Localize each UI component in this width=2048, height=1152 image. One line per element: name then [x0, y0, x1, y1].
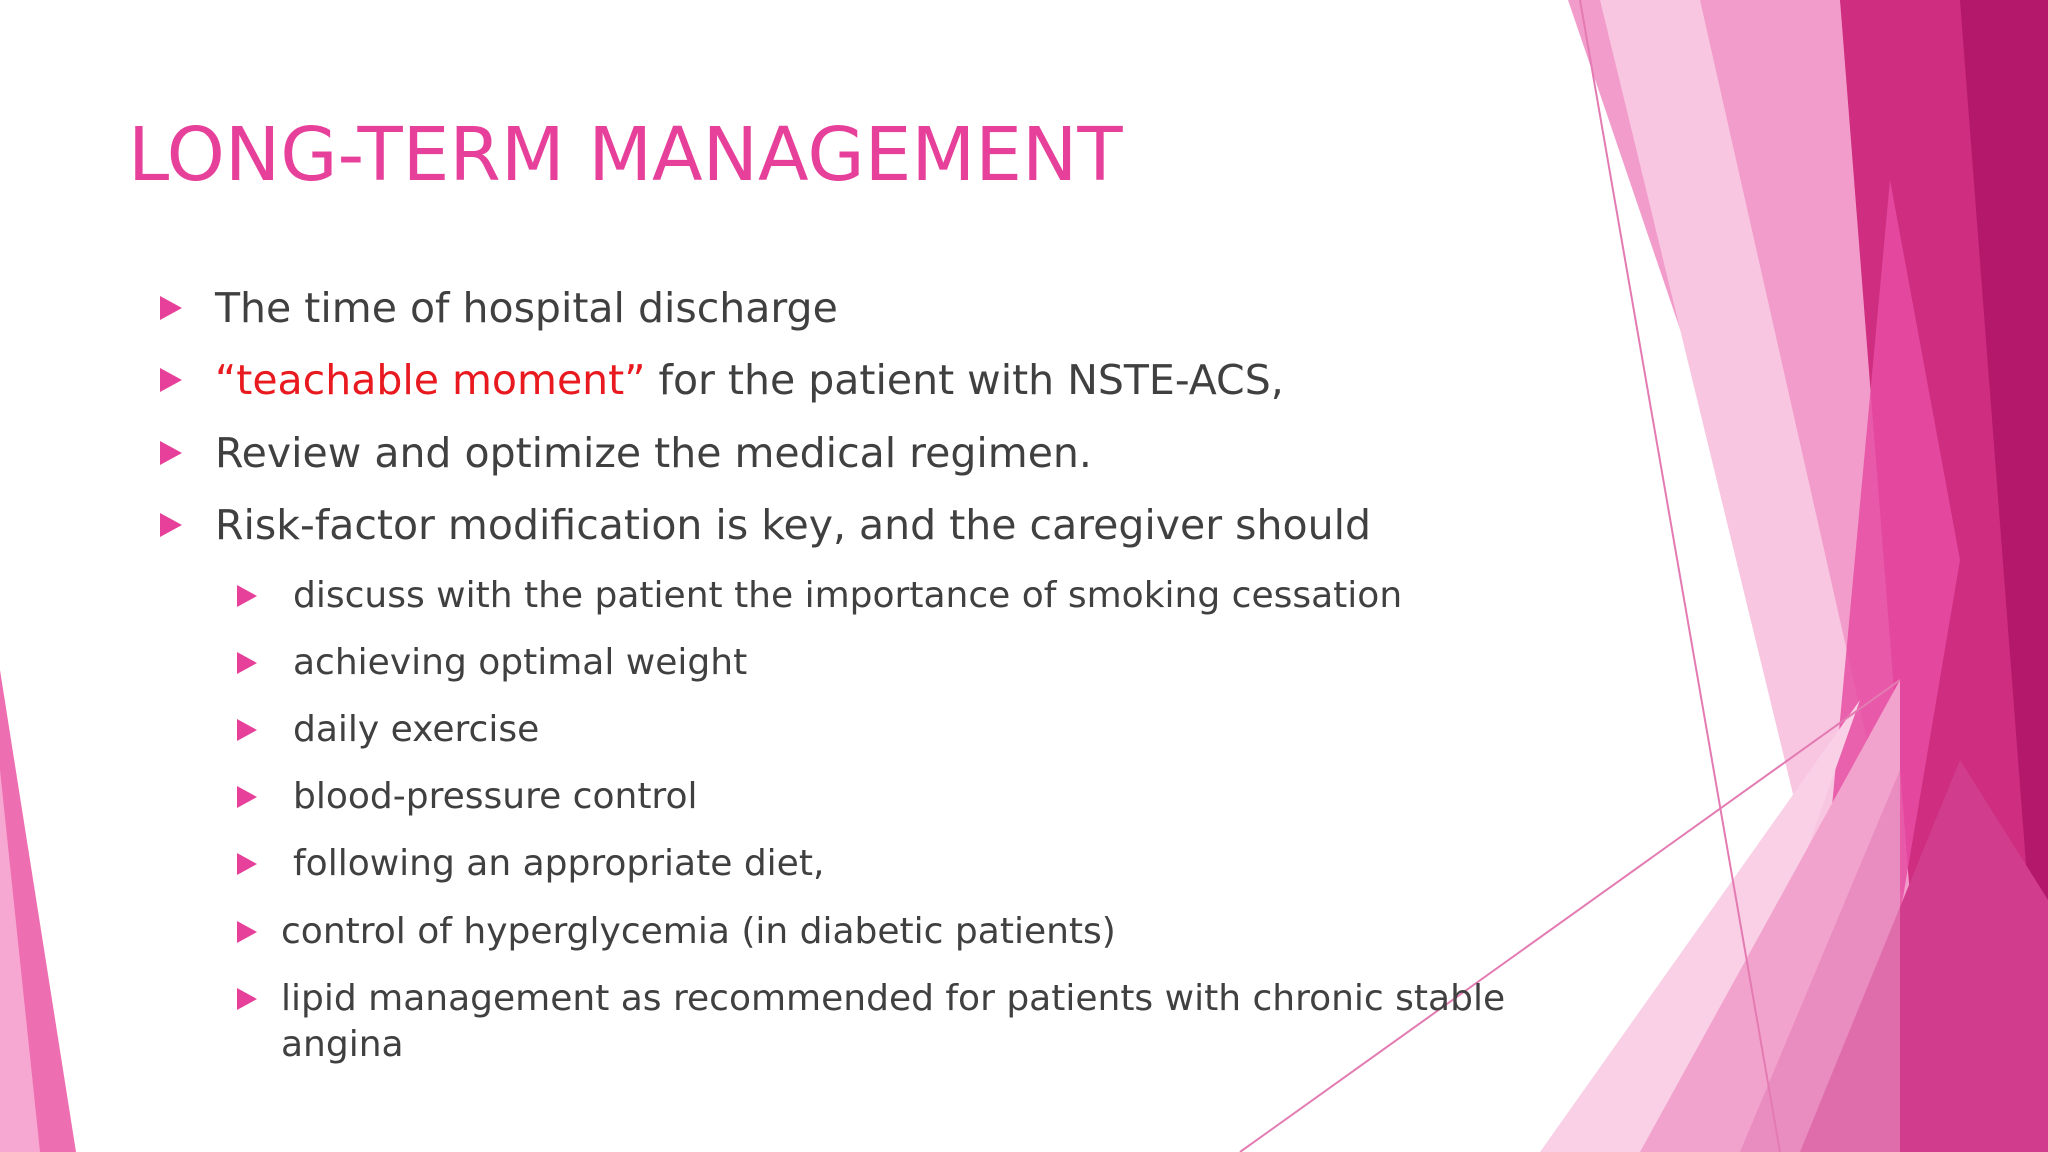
bullet-item: [160, 500, 1371, 550]
arrow-bullet-icon: [237, 988, 257, 1010]
arrow-bullet-icon: [237, 853, 257, 875]
sub-bullet-item: [237, 976, 1505, 1068]
sub-bullet-text: achieving optimal weight: [293, 642, 748, 683]
arrow-bullet-icon: [160, 368, 182, 392]
arrow-bullet-icon: [160, 513, 182, 537]
sub-bullet-item: [237, 707, 539, 753]
bullet-text-rest: for the patient with NSTE-ACS,: [645, 356, 1284, 404]
sub-bullet-text: lipid management as recommended for patients with chronic stable: [281, 978, 1506, 1019]
bullet-text: Risk-factor modification is key, and the caregiver should: [215, 501, 1372, 549]
sub-bullet-text: blood-pressure control: [293, 776, 698, 817]
slide-title: LONG-TERM MANAGEMENT: [128, 112, 1123, 198]
arrow-bullet-icon: [237, 652, 257, 674]
bullet-text: The time of hospital discharge: [215, 284, 838, 332]
arrow-bullet-icon: [237, 921, 257, 943]
sub-bullet-item: [237, 774, 697, 820]
bullet-item: [160, 355, 1284, 405]
bullet-text: Review and optimize the medical regimen.: [215, 429, 1092, 477]
sub-bullet-text: discuss with the patient the importance of smoking cessation: [293, 575, 1403, 616]
sub-bullet-text-continuation: angina: [281, 1024, 404, 1065]
arrow-bullet-icon: [160, 296, 182, 320]
sub-bullet-text-block: [281, 976, 1505, 1068]
sub-bullet-text: control of hyperglycemia (in diabetic patients): [281, 911, 1116, 952]
sub-bullet-text: following an appropriate diet,: [293, 843, 825, 884]
arrow-bullet-icon: [237, 786, 257, 808]
sub-bullet-text: daily exercise: [293, 709, 540, 750]
sub-bullet-item: [237, 909, 1116, 955]
sub-bullet-item: [237, 841, 824, 887]
arrow-bullet-icon: [237, 719, 257, 741]
bullet-item: [160, 428, 1092, 478]
sub-bullet-item: [237, 573, 1402, 619]
arrow-bullet-icon: [160, 441, 182, 465]
bullet-text-teachable-moment: [215, 355, 1284, 405]
bullet-item: [160, 283, 838, 333]
highlighted-phrase: “teachable moment”: [215, 356, 646, 404]
arrow-bullet-icon: [237, 585, 257, 607]
sub-bullet-item: [237, 640, 747, 686]
